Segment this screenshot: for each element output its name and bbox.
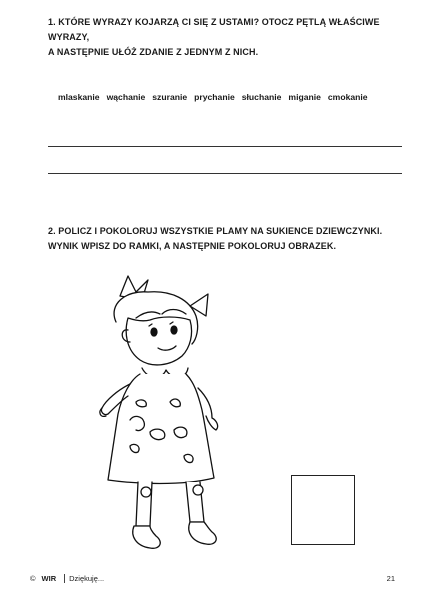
task-1-line-2: A NASTĘPNIE UŁÓŻ ZDANIE Z JEDNYM Z NICH. [48, 47, 259, 57]
word-option[interactable]: szuranie [152, 92, 188, 102]
task-2-instruction [48, 224, 408, 254]
task-2-line-1: 2. POLICZ I POKOLORUJ WSZYSTKIE PLAMY NA SUKIENCE DZIEWCZYNKI. [48, 226, 383, 236]
word-option[interactable]: wąchanie [106, 92, 146, 102]
footer [30, 574, 395, 583]
series-title: Dziękuję... [69, 574, 105, 583]
publisher-brand: WIR [41, 574, 57, 583]
word-list [58, 92, 398, 102]
task-2-line-2: WYNIK WPISZ DO RAMKI, A NASTĘPNIE POKOLORUJ OBRAZEK. [48, 241, 337, 251]
word-option[interactable]: cmokanie [327, 92, 368, 102]
word-option[interactable]: słuchanie [241, 92, 282, 102]
answer-line[interactable] [48, 173, 402, 174]
page-number: 21 [386, 574, 395, 583]
copyright-symbol: © [30, 574, 36, 583]
word-option[interactable]: prychanie [194, 92, 235, 102]
word-option[interactable]: miganie [288, 92, 321, 102]
answer-line[interactable] [48, 146, 402, 147]
word-option[interactable]: mlaskanie [58, 92, 100, 102]
task-1-line-1: 1. KTÓRE WYRAZY KOJARZĄ CI SIĘ Z USTAMI? OTOCZ PĘTLĄ WŁAŚCIWE WYRAZY, [48, 17, 380, 42]
answer-box[interactable] [291, 475, 355, 545]
task-1-instruction [48, 15, 398, 60]
footer-divider [64, 574, 65, 583]
girl-coloring-illustration [90, 270, 250, 570]
